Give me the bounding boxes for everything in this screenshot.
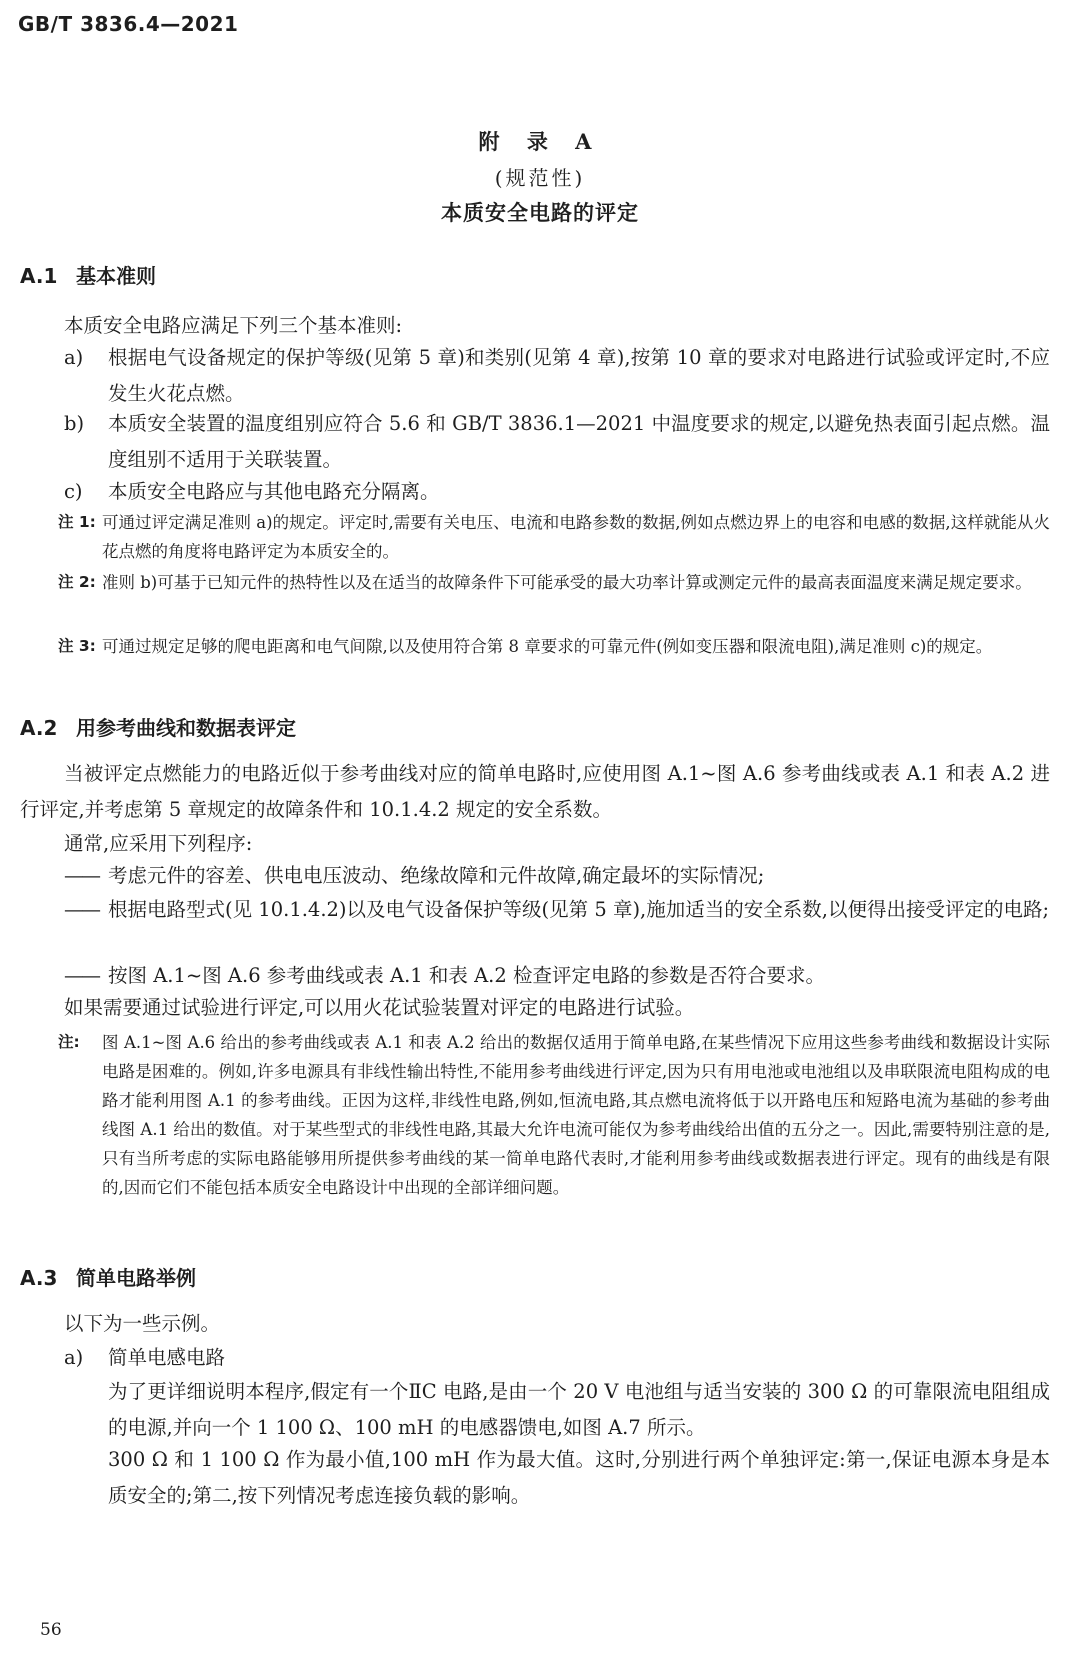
a2-para-1: 当被评定点燃能力的电路近似于参考曲线对应的简单电路时,应使用图 A.1~图 A.6 参考曲线或表 A.1 和表 A.2 进行评定,并考虑第 5 章规定的故障条件和 10.1.4.2 规定的安全系数。 xyxy=(20,762,1050,821)
section-heading-a2 xyxy=(20,712,296,741)
dash-text: 考虑元件的容差、供电电压波动、绝缘故障和元件故障,确定最坏的实际情况; xyxy=(108,864,765,887)
item-label: a) xyxy=(64,346,84,369)
note-text: 可通过评定满足准则 a)的规定。评定时,需要有关电压、电流和电路参数的数据,例如点燃边界上的电容和电感的数据,这样就能从火花点燃的角度将电路评定为本质安全的。 xyxy=(102,513,1050,561)
note-label: 注 2: xyxy=(58,573,96,591)
note-text: 图 A.1~图 A.6 给出的参考曲线或表 A.1 和表 A.2 给出的数据仅适用于简单电路,在某些情况下应用这些参考曲线和数据设计实际电路是困难的。例如,许多电源具有非线性输出特性,不能用参考曲线进行评定,因为只有用电池或电池组以及串联限流电阻构成的电路才能利用图 A.1 的参考曲线。正因为这样,非线性电路,例如,恒流电路,其点燃电流将低于以开路电压和短路电流为基础的参考曲线图 A.1 给出的数值。对于某些型式的非线性电路,其最大允许电流可能仅为参考曲线给出值的五分之一。因此,需要特别注意的是,只有当所考虑的实际电路能够用所提供参考曲线的某一简单电路代表时,才能利用参考曲线或数据表进行评定。现有的曲线是有限的,因而它们不能包括本质安全电路设计中出现的全部详细问题。 xyxy=(102,1033,1050,1197)
a2-dash-3 xyxy=(64,958,1050,994)
a2-para-2: 通常,应采用下列程序: xyxy=(64,832,253,855)
section-title: 用参考曲线和数据表评定 xyxy=(76,716,296,740)
section-number: A.1 xyxy=(20,264,58,288)
a3-intro: 以下为一些示例。 xyxy=(64,1312,221,1335)
item-text: 根据电气设备规定的保护等级(见第 5 章)和类别(见第 4 章),按第 10 章的要求对电路进行试验或评定时,不应发生火花点燃。 xyxy=(108,346,1050,405)
a2-note xyxy=(58,1028,1050,1202)
dash-text: 根据电路型式(见 10.1.4.2)以及电气设备保护等级(见第 5 章),施加适当的安全系数,以便得出接受评定的电路; xyxy=(108,898,1050,921)
page-number: 56 xyxy=(40,1620,62,1640)
a1-note-3 xyxy=(58,632,1050,661)
section-title: 基本准则 xyxy=(76,264,156,288)
a3-para-1: 为了更详细说明本程序,假定有一个ⅡC 电路,是由一个 20 V 电池组与适当安装的 300 Ω 的可靠限流电阻组成的电源,并向一个 1 100 Ω、100 mH 的电感器馈电,如图 A.7 所示。 xyxy=(108,1380,1050,1439)
item-text: 本质安全装置的温度组别应符合 5.6 和 GB/T 3836.1—2021 中温度要求的规定,以避免热表面引起点燃。温度组别不适用于关联装置。 xyxy=(108,412,1050,471)
a1-note-2 xyxy=(58,568,1050,597)
item-title: 简单电感电路 xyxy=(108,1346,226,1369)
section-heading-a1 xyxy=(20,260,156,289)
section-number: A.3 xyxy=(20,1266,58,1290)
a2-para-3: 如果需要通过试验进行评定,可以用火花试验装置对评定的电路进行试验。 xyxy=(64,996,695,1019)
a1-intro: 本质安全电路应满足下列三个基本准则: xyxy=(64,314,403,337)
section-number: A.2 xyxy=(20,716,58,740)
annex-name: 本质安全电路的评定 xyxy=(441,200,639,225)
item-label: b) xyxy=(64,412,85,435)
section-title: 简单电路举例 xyxy=(76,1266,196,1290)
standard-code: GB/T 3836.4—2021 xyxy=(18,12,239,36)
a1-item-b xyxy=(64,406,1050,478)
dash-label: —— xyxy=(64,964,99,987)
a1-item-c xyxy=(64,474,1050,510)
note-text: 可通过规定足够的爬电距离和电气间隙,以及使用符合第 8 章要求的可靠元件(例如变压器和限流电阻),满足准则 c)的规定。 xyxy=(102,637,993,656)
dash-text: 按图 A.1~图 A.6 参考曲线或表 A.1 和表 A.2 检查评定电路的参数是否符合要求。 xyxy=(108,964,825,987)
item-text: 本质安全电路应与其他电路充分隔离。 xyxy=(108,480,440,503)
item-label: c) xyxy=(64,480,83,503)
dash-label: —— xyxy=(64,898,99,921)
a3-item-a xyxy=(64,1340,1050,1376)
a1-item-a xyxy=(64,340,1050,412)
a1-note-1 xyxy=(58,508,1050,566)
note-label: 注 3: xyxy=(58,637,96,655)
note-label: 注 1: xyxy=(58,513,96,531)
annex-title: 附 录 A xyxy=(478,129,602,154)
section-heading-a3 xyxy=(20,1262,196,1291)
item-label: a) xyxy=(64,1346,84,1369)
a2-dash-2 xyxy=(64,892,1050,928)
note-label: 注: xyxy=(58,1033,80,1051)
annex-nature: (规范性) xyxy=(494,166,586,190)
a3-para-2: 300 Ω 和 1 100 Ω 作为最小值,100 mH 作为最大值。这时,分别进行两个单独评定:第一,保证电源本身是本质安全的;第二,按下列情况考虑连接负载的影响。 xyxy=(108,1448,1050,1507)
a2-dash-1 xyxy=(64,858,1050,894)
note-text: 准则 b)可基于已知元件的热特性以及在适当的故障条件下可能承受的最大功率计算或测定元件的最高表面温度来满足规定要求。 xyxy=(102,573,1032,592)
dash-label: —— xyxy=(64,864,99,887)
